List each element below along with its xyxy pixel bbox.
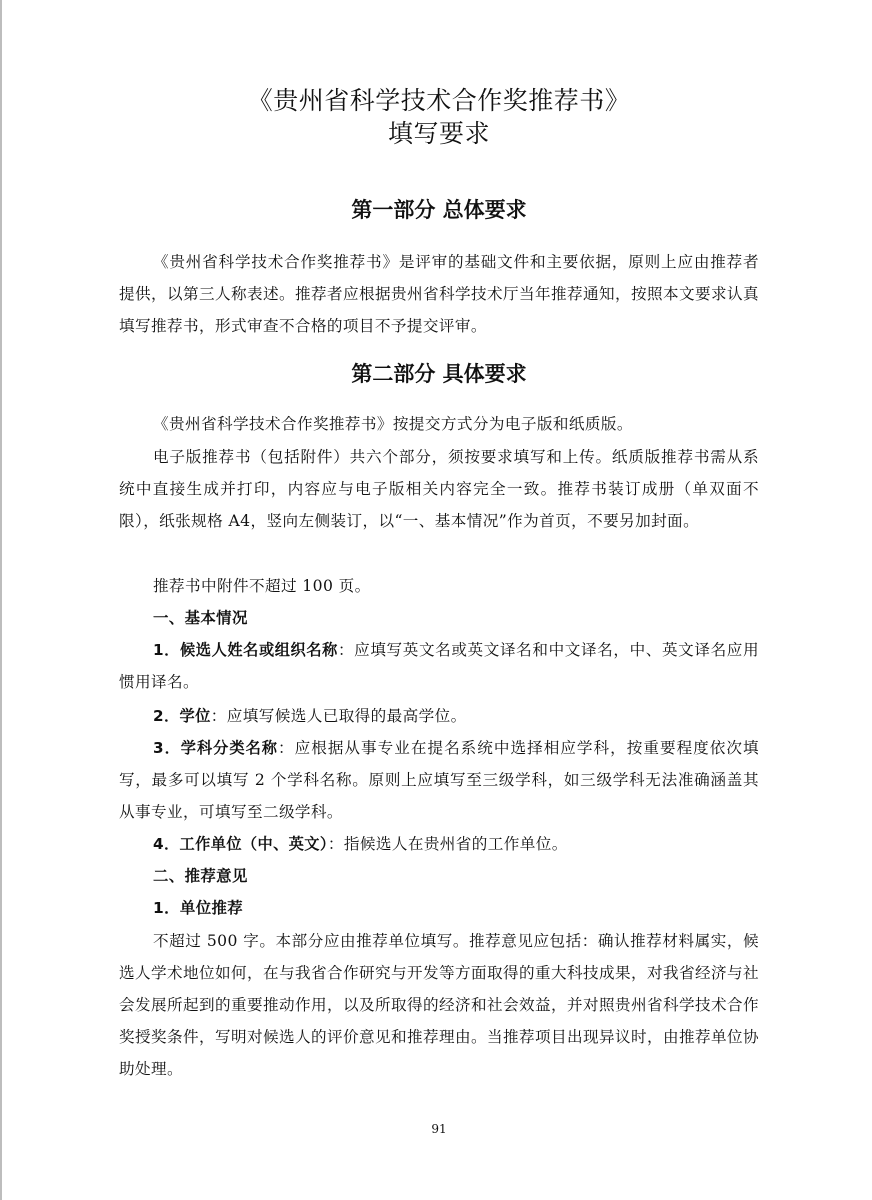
basic-item-3-text: 应根据从事专业在提名系统中选择相应学科，按重要程度依次填写，最多可以填写 2 个学科名称。原则上应填写至三级学科，如三级学科无法准确涵盖其从事专业，可填写至二级学科。 <box>119 739 759 821</box>
section-heading-part1: 第一部分 总体要求 <box>351 198 527 222</box>
page-left-edge <box>0 0 2 1200</box>
basic-item-1-sep: ： <box>337 641 355 659</box>
basic-item-2 <box>119 700 759 732</box>
basic-item-3-label: 3．学科分类名称 <box>153 739 278 757</box>
section-heading-part2: 第二部分 具体要求 <box>351 362 527 386</box>
page-number: 91 <box>431 1122 447 1136</box>
document-title: 《贵州省科学技术合作奖推荐书》 <box>247 86 631 115</box>
basic-item-1-text: 应填写英文名或英文译名和中文译名，中、英文译名应用惯用译名。 <box>119 641 759 691</box>
part2-paragraph-2: 电子版推荐书（包括附件）共六个部分，须按要求填写和上传。纸质版推荐书需从系统中直接生成并打印，内容应与电子版相关内容完全一致。推荐书装订成册（单双面不限），纸张规格 A4，竖向左侧装订，以“一、基本情况”作为首页，不要另加封面。 <box>119 448 759 530</box>
basic-item-2-label: 2．学位 <box>153 707 211 725</box>
basic-item-4 <box>119 828 759 860</box>
basic-item-2-text: 应填写候选人已取得的最高学位。 <box>226 707 467 725</box>
part2-paragraph-1: 《贵州省科学技术合作奖推荐书》按提交方式分为电子版和纸质版。 <box>153 415 633 433</box>
basic-item-4-sep: ： <box>327 835 344 853</box>
basic-item-4-label: 4．工作单位（中、英文） <box>153 835 328 853</box>
basic-item-3 <box>119 732 759 828</box>
part1-paragraph: 《贵州省科学技术合作奖推荐书》是评审的基础文件和主要依据，原则上应由推荐者提供，以第三人称表述。推荐者应根据贵州省科学技术厅当年推荐通知，按照本文要求认真填写推荐书，形式审查不合格的项目不予提交评审。 <box>119 253 759 335</box>
unit-recommendation-paragraph: 不超过 500 字。本部分应由推荐单位填写。推荐意见应包括：确认推荐材料属实，候选人学术地位如何，在与我省合作研究与开发等方面取得的重大科技成果，对我省经济与社会发展所起到的重要推动作用，以及所取得的经济和社会效益，并对照贵州省科学技术合作奖授奖条件，写明对候选人的评价意见和推荐理由。当推荐项目出现异议时，由推荐单位协助处理。 <box>119 932 759 1078</box>
document-subtitle: 填写要求 <box>387 119 490 148</box>
basic-item-2-sep: ： <box>210 707 227 725</box>
basic-item-4-text: 指候选人在贵州省的工作单位。 <box>343 835 568 853</box>
basic-info-heading: 一、基本情况 <box>153 609 248 627</box>
recommendation-heading: 二、推荐意见 <box>153 867 248 885</box>
part2-paragraph-3: 推荐书中附件不超过 100 页。 <box>153 577 371 595</box>
basic-item-1 <box>119 634 759 698</box>
unit-recommendation-heading: 1．单位推荐 <box>153 899 244 917</box>
basic-item-1-label: 1．候选人姓名或组织名称 <box>153 641 338 659</box>
basic-item-3-sep: ： <box>278 739 295 757</box>
